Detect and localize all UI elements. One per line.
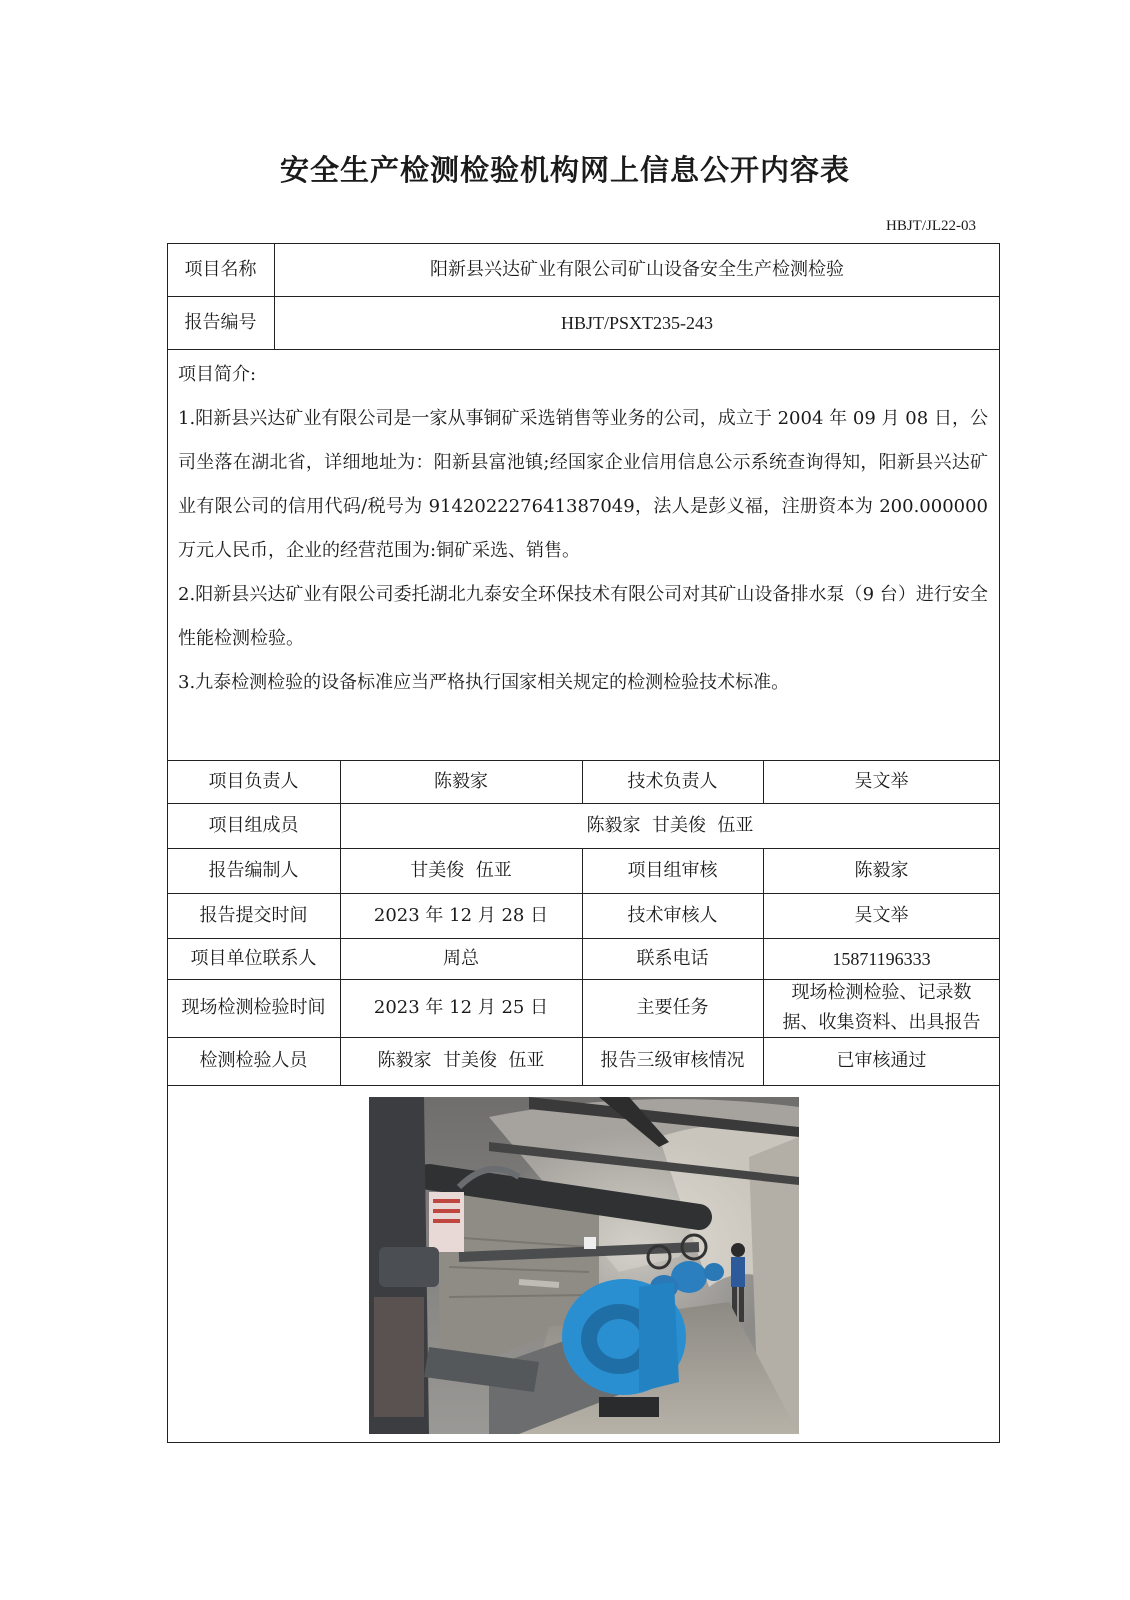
rule — [167, 349, 1000, 350]
tech-reviewer-value: 吴文举 — [854, 904, 909, 926]
project-name-value: 阳新县兴达矿业有限公司矿山设备安全生产检测检验 — [430, 258, 844, 280]
inspectors-value: 陈毅家 甘美俊 伍亚 — [377, 1050, 545, 1071]
report-author-label: 报告编制人 — [208, 859, 299, 881]
submit-time-label: 报告提交时间 — [199, 904, 308, 926]
document-code: HBJT/JL22-03 — [886, 218, 976, 234]
main-task-label: 主要任务 — [636, 997, 709, 1018]
pump-room-illustration — [369, 1097, 799, 1434]
submit-time-value: 2023 年 12 月 28 日 — [373, 904, 549, 926]
project-leader-label: 项目负责人 — [208, 770, 299, 792]
rule — [167, 1085, 1000, 1086]
project-intro — [178, 353, 988, 705]
project-leader-value: 陈毅家 — [434, 770, 488, 792]
contact-person-value: 周总 — [443, 947, 479, 969]
onsite-time-label: 现场检测检验时间 — [181, 997, 326, 1018]
review-status-label: 报告三级审核情况 — [600, 1050, 745, 1071]
review-status-value: 已审核通过 — [836, 1050, 927, 1071]
team-members-label: 项目组成员 — [208, 814, 299, 836]
tech-leader-label: 技术负责人 — [627, 770, 718, 792]
report-author-value: 甘美俊 伍亚 — [410, 859, 512, 881]
team-review-label: 项目组审核 — [627, 859, 718, 881]
site-photo — [369, 1097, 799, 1434]
intro-paragraph: 1.阳新县兴达矿业有限公司是一家从事铜矿采选销售等业务的公司，成立于 2004 年 09 月 08 日，公司坐落在湖北省，详细地址为：阳新县富池镇;经国家企业信用信息公示系统查询得知，阳新县兴达矿业有限公司的信用代码/税号为 914202227641387049，法人是彭义福，注册资本为 200.000000 万元人民币，企业的经营范围为:铜矿采选、销售。 — [178, 408, 988, 561]
team-review-value: 陈毅家 — [854, 859, 909, 881]
tech-reviewer-label: 技术审核人 — [627, 904, 718, 926]
phone-value: 15871196333 — [832, 948, 931, 969]
page-title: 安全生产检测检验机构网上信息公开内容表 — [279, 153, 850, 187]
tech-leader-value: 吴文举 — [854, 770, 909, 792]
contact-person-label: 项目单位联系人 — [190, 947, 317, 969]
intro-heading: 项目简介: — [178, 364, 257, 385]
phone-label: 联系电话 — [636, 947, 709, 969]
team-members-value: 陈毅家 甘美俊 伍亚 — [586, 814, 754, 836]
intro-paragraph: 2.阳新县兴达矿业有限公司委托湖北九泰安全环保技术有限公司对其矿山设备排水泵（9 台）进行安全性能检测检验。 — [178, 584, 988, 649]
project-name-label: 项目名称 — [184, 258, 257, 280]
inspectors-label: 检测检验人员 — [199, 1050, 308, 1071]
report-no-label: 报告编号 — [184, 311, 257, 333]
intro-paragraph: 3.九泰检测检验的设备标准应当严格执行国家相关规定的检测检验技术标准。 — [178, 672, 790, 693]
onsite-time-value: 2023 年 12 月 25 日 — [373, 997, 549, 1018]
main-task-value: 现场检测检验、记录数据、收集资料、出具报告 — [782, 982, 981, 1033]
report-no-value: HBJT/PSXT235-243 — [560, 312, 713, 333]
